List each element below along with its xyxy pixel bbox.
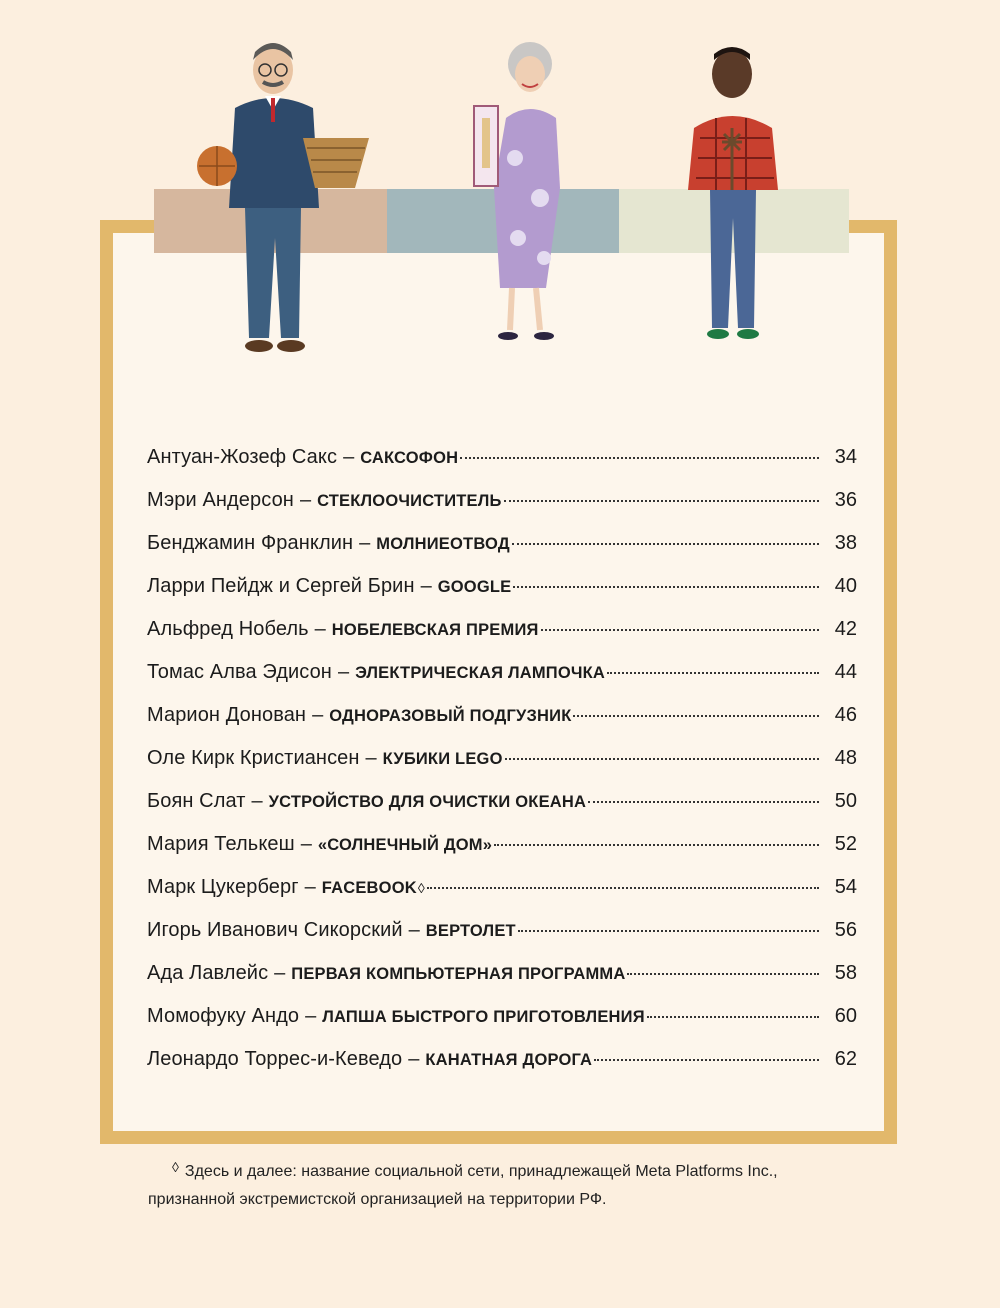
toc-entry[interactable] [147, 618, 857, 661]
inventor-name: Ада Лавлейс [147, 962, 269, 984]
inventor-name: Антуан-Жозеф Сакс [147, 446, 338, 468]
toc-entry[interactable] [147, 532, 857, 575]
inventor-name: Игорь Иванович Сикорский [147, 919, 403, 941]
invention-title: СТЕКЛООЧИСТИТЕЛЬ [317, 492, 502, 510]
invention-title: ОДНОРАЗОВЫЙ ПОДГУЗНИК [329, 707, 572, 725]
dash: – [312, 704, 324, 726]
page-number: 36 [834, 489, 857, 511]
inventor-name: Альфред Нобель [147, 618, 309, 640]
page-number: 44 [834, 661, 857, 683]
toc-entry[interactable] [147, 790, 857, 833]
toc-entry[interactable] [147, 489, 857, 532]
toc-entry[interactable] [147, 1048, 857, 1091]
toc-entry[interactable] [147, 833, 857, 876]
dot-leader [427, 887, 819, 889]
dash: – [359, 532, 371, 554]
invention-title: КАНАТНАЯ ДОРОГА [425, 1051, 593, 1069]
page-number: 40 [834, 575, 857, 597]
page-number: 50 [834, 790, 857, 812]
invention-title: МОЛНИЕОТВОД [376, 535, 510, 553]
inventor-name: Боян Слат [147, 790, 246, 812]
invention-title: САКСОФОН [360, 449, 459, 467]
page-number: 52 [834, 833, 857, 855]
illustration-boy-with-windmill [680, 38, 790, 348]
dot-leader [573, 715, 819, 717]
dot-leader [504, 500, 819, 502]
inventor-name: Ларри Пейдж и Сергей Брин [147, 575, 415, 597]
inventor-name: Бенджамин Франклин [147, 532, 354, 554]
toc-entry[interactable] [147, 1005, 857, 1048]
page-number: 58 [834, 962, 857, 984]
dash: – [304, 876, 316, 898]
page-number: 56 [834, 919, 857, 941]
page-number: 60 [834, 1005, 857, 1027]
inventor-name: Леонардо Торрес-и-Кеведо [147, 1048, 403, 1070]
dot-leader [505, 758, 819, 760]
toc-entry[interactable]: Марк Цукерберг – FACEBOOK ◊ 54 [147, 876, 857, 898]
dash: – [420, 575, 432, 597]
dash: – [337, 661, 350, 683]
invention-title: ПЕРВАЯ КОМПЬЮТЕРНАЯ ПРОГРАММА [291, 965, 626, 983]
page-number: 46 [834, 704, 857, 726]
toc-entry[interactable] [147, 962, 857, 1005]
inventor-name: Мэри Андерсон [147, 489, 294, 511]
footnote-text: Здесь и далее: название социальной сети, принадлежащей Meta Platforms Inc., [184, 1163, 778, 1180]
dot-leader [541, 629, 819, 631]
footnote-mark: ◊ [172, 1159, 179, 1175]
inventor-name: Момофуку Андо [147, 1005, 300, 1027]
inventor-name: Марион Донован [147, 704, 307, 726]
toc-entry[interactable] [147, 747, 857, 790]
invention-title: УСТРОЙСТВО ДЛЯ ОЧИСТКИ ОКЕАНА [268, 793, 587, 811]
dot-leader [647, 1016, 819, 1018]
dash: – [274, 962, 286, 984]
dash: – [365, 747, 377, 769]
page-number: 34 [834, 446, 857, 468]
dash: – [408, 919, 420, 941]
invention-title: НОБЕЛЕВСКАЯ ПРЕМИЯ [331, 621, 539, 639]
inventor-name: Томас Алва Эдисон [147, 661, 332, 683]
page-number: 48 [834, 747, 857, 769]
table-of-contents [147, 446, 857, 1091]
dot-leader [518, 930, 819, 932]
page-number: 42 [834, 618, 857, 640]
dot-leader [594, 1059, 819, 1061]
dot-leader [607, 672, 819, 674]
page-number: 54 [834, 876, 857, 898]
dash: – [300, 833, 312, 855]
dash: – [314, 618, 326, 640]
toc-entry[interactable] [147, 575, 857, 618]
footnote [148, 1157, 888, 1214]
inventor-name: Оле Кирк Кристиансен [147, 747, 360, 769]
invention-title: GOOGLE [437, 578, 512, 596]
inventor-name: Марк Цукерберг [147, 876, 299, 898]
dot-leader [513, 586, 819, 588]
inventor-name: Мария Телькеш [147, 833, 295, 855]
invention-title: «СОЛНЕЧНЫЙ ДОМ» [317, 836, 493, 854]
dot-leader [588, 801, 819, 803]
dash: – [299, 489, 312, 511]
invention-title: ВЕРТОЛЕТ [425, 922, 516, 940]
invention-title: FACEBOOK [321, 879, 417, 897]
dash: – [305, 1005, 317, 1027]
invention-title: ЛАПША БЫСТРОГО ПРИГОТОВЛЕНИЯ [322, 1008, 645, 1026]
toc-entry[interactable] [147, 446, 857, 489]
invention-title: ЭЛЕКТРИЧЕСКАЯ ЛАМПОЧКА [355, 664, 606, 682]
dot-leader [494, 844, 819, 846]
invention-title: КУБИКИ LEGO [382, 750, 503, 768]
illustration-woman-with-doll [460, 38, 570, 348]
dash: – [343, 446, 355, 468]
toc-entry[interactable] [147, 661, 857, 704]
toc-entry[interactable] [147, 704, 857, 747]
toc-entry[interactable] [147, 919, 857, 962]
page-number: 38 [834, 532, 857, 554]
page-number: 62 [834, 1048, 857, 1070]
dash: – [408, 1048, 420, 1070]
dot-leader [627, 973, 819, 975]
dash: – [251, 790, 263, 812]
dot-leader [512, 543, 819, 545]
footnote-text-line2: признанной экстремистской организацией на территории РФ. [148, 1191, 607, 1208]
dot-leader [460, 457, 819, 459]
illustration-man-with-ball [195, 38, 375, 358]
